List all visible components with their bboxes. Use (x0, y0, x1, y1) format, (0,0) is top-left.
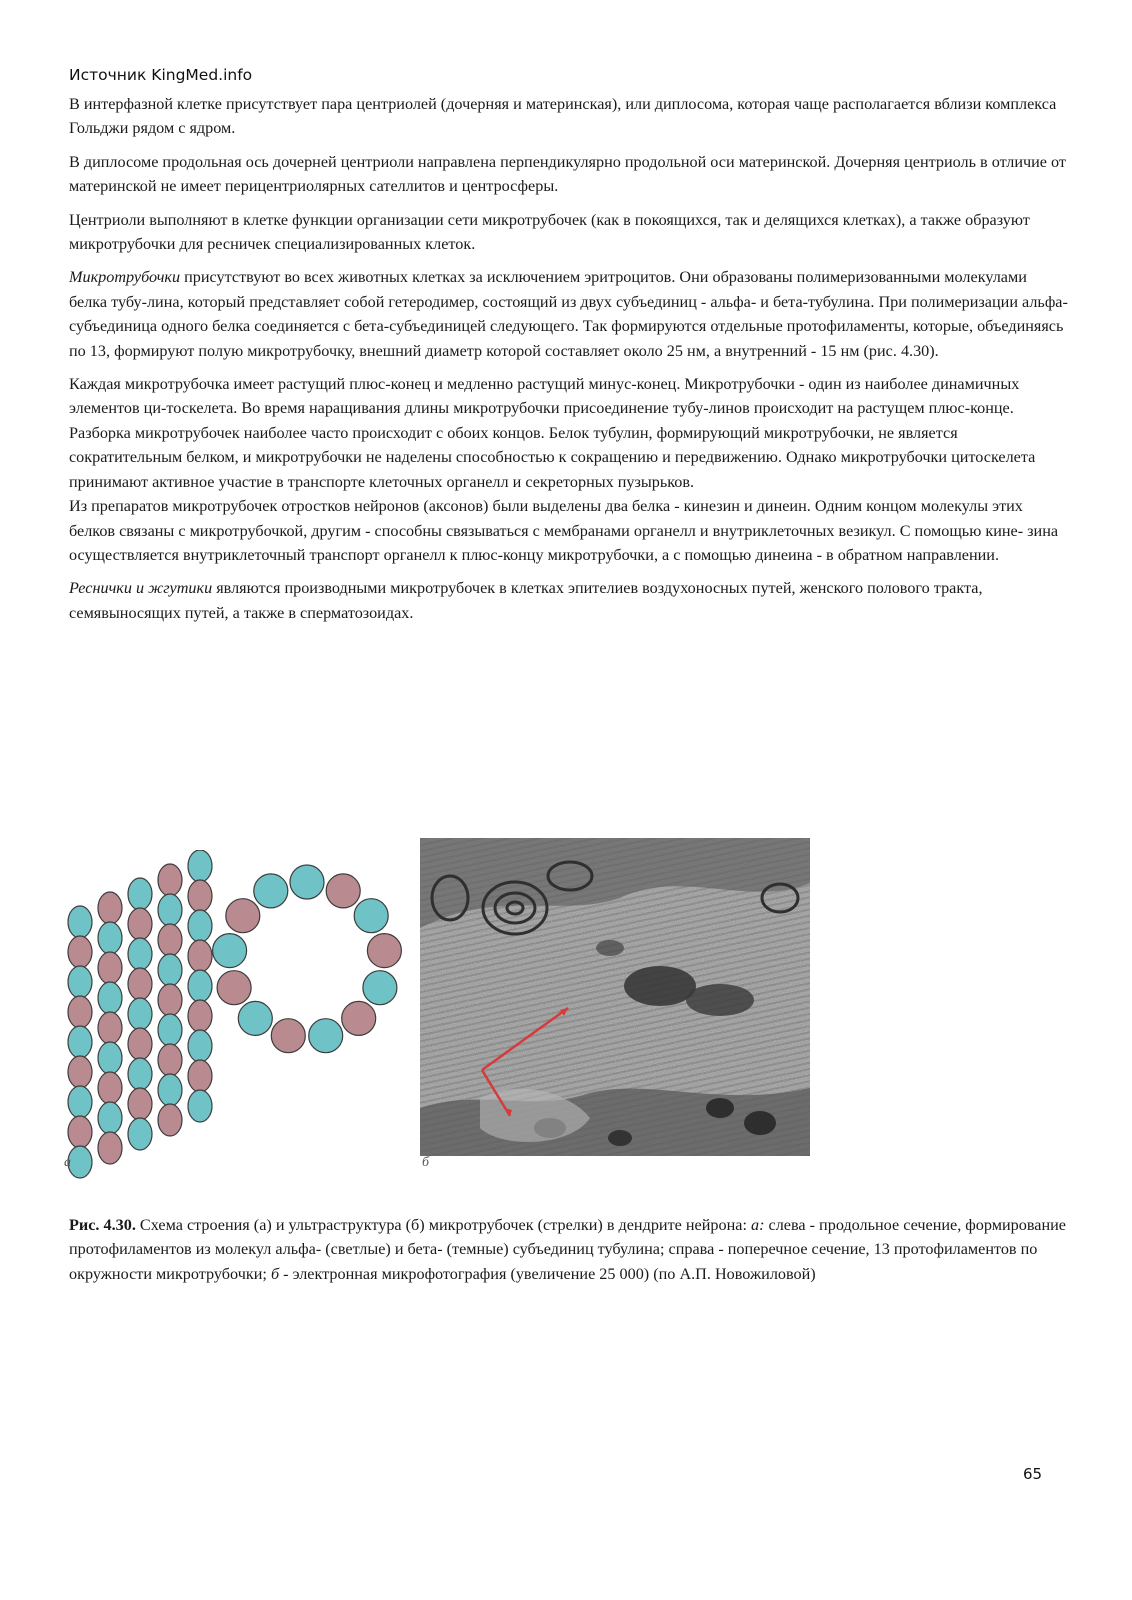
protofilament-subunit (217, 971, 251, 1005)
alpha-tubulin-subunit (98, 1102, 122, 1134)
longitudinal-section (68, 850, 212, 1178)
alpha-tubulin-subunit (188, 910, 212, 942)
alpha-tubulin-subunit (188, 850, 212, 882)
alpha-tubulin-subunit (188, 970, 212, 1002)
beta-tubulin-subunit (188, 1060, 212, 1092)
term-microtubules: Микротрубочки (69, 268, 181, 287)
caption-label: Рис. 4.30. (69, 1216, 136, 1234)
protofilament-subunit (367, 934, 401, 968)
paragraph-5: Каждая микротрубочка имеет растущий плюс-конец и медленно растущий минус-конец. Микротрубочки - один из наиболее динамичных элементов ци-тоскелета. Во время наращивания длины микротрубочки присоединение тубу-линов происходит на растущем плюс-конце. Разборка микротрубочек наиболее часто происходит с обоих концов. Белок тубулин, формирующий микротрубочки, не является сократительным белком, и микротрубочки не наделены способностью к сокращению и передвижению. Однако микротрубочки цитоскелета принимают активное участие в транспорте клеточных органелл и секреторных пузырьков. (69, 375, 1036, 491)
beta-tubulin-subunit (128, 968, 152, 1000)
beta-tubulin-subunit (68, 1116, 92, 1148)
beta-tubulin-subunit (158, 984, 182, 1016)
protofilament-subunit (271, 1019, 305, 1053)
protofilament-subunit (238, 1001, 272, 1035)
protofilament-subunit (326, 874, 360, 908)
protofilament-subunit (213, 934, 247, 968)
page-number: 65 (1023, 1465, 1043, 1483)
figure-4-30 (62, 850, 822, 1190)
paragraph-6: Из препаратов микротрубочек отростков нейронов (аксонов) были выделены два белка - кинезин и динеин. Одним концом молекулы этих белков связаны с микротрубочкой, другим - способны связываться с мембранами органелл и внутриклеточных везикул. С помощью кине- зина осуществляется внутриклеточный транспорт органелл к плюс-концу микротрубочки, а с помощью динеина - в обратном направлении. (69, 497, 1059, 564)
electron-micrograph (420, 838, 810, 1156)
figure-caption (69, 1213, 1069, 1286)
beta-tubulin-subunit (158, 1104, 182, 1136)
beta-tubulin-subunit (188, 1000, 212, 1032)
cross-section-ring (213, 865, 402, 1053)
alpha-tubulin-subunit (98, 1042, 122, 1074)
beta-tubulin-subunit (98, 952, 122, 984)
caption-text-2: слева - продольное сечение, формирование протофиламентов из молекул альфа- (светлые) и бета- (темные) субъединиц тубулина; справа - поперечное сечение, 13 протофиламентов по окружности микротрубочки; (69, 1216, 1066, 1283)
paragraph-7 (69, 576, 1069, 625)
beta-tubulin-subunit (68, 996, 92, 1028)
protofilament-subunit (254, 874, 288, 908)
beta-tubulin-subunit (98, 1072, 122, 1104)
beta-tubulin-subunit (128, 1088, 152, 1120)
beta-tubulin-subunit (158, 1044, 182, 1076)
beta-tubulin-subunit (68, 936, 92, 968)
protofilament-subunit (354, 899, 388, 933)
alpha-tubulin-subunit (188, 1090, 212, 1122)
protofilament-subunit (342, 1001, 376, 1035)
beta-tubulin-subunit (98, 892, 122, 924)
alpha-tubulin-subunit (128, 938, 152, 970)
alpha-tubulin-subunit (158, 1014, 182, 1046)
alpha-tubulin-subunit (68, 1026, 92, 1058)
caption-mark-a: а: (750, 1216, 765, 1234)
paragraph-1: В интерфазной клетке присутствует пара центриолей (дочерняя и материнская), или диплосома, которая чаще располагается вблизи комплекса Гольджи рядом с ядром. (69, 95, 1057, 138)
beta-tubulin-subunit (188, 940, 212, 972)
alpha-tubulin-subunit (128, 998, 152, 1030)
protofilament-subunit (309, 1019, 343, 1053)
paragraph-4 (69, 265, 1069, 363)
alpha-tubulin-subunit (128, 1118, 152, 1150)
alpha-tubulin-subunit (68, 966, 92, 998)
beta-tubulin-subunit (188, 880, 212, 912)
alpha-tubulin-subunit (128, 1058, 152, 1090)
alpha-tubulin-subunit (158, 894, 182, 926)
body-text (69, 92, 1069, 634)
micrograph-image (420, 838, 810, 1156)
alpha-tubulin-subunit (188, 1030, 212, 1062)
protofilament-subunit (363, 971, 397, 1005)
protofilament-subunit (226, 899, 260, 933)
alpha-tubulin-subunit (98, 982, 122, 1014)
paragraph-2: В диплосоме продольная ось дочерней центриоли направлена перпендикулярно продольной оси материнской. Дочерняя центриоль в отличие от материнской не имеет перицентриолярных сателлитов и центросферы. (69, 152, 1066, 196)
alpha-tubulin-subunit (68, 1086, 92, 1118)
alpha-tubulin-subunit (98, 922, 122, 954)
beta-tubulin-subunit (128, 1028, 152, 1060)
protofilament-subunit (290, 865, 324, 899)
caption-text-1: Схема строения (а) и ультраструктура (б) микротрубочек (стрелки) в дендрите нейрона: (135, 1216, 751, 1234)
caption-mark-b: б (270, 1264, 280, 1283)
paragraph-3: Центриоли выполняют в клетке функции организации сети микротрубочек (как в покоящихся, так и делящихся клетках), а также образуют микротрубочки для ресничек специализированных клеток. (69, 210, 1030, 254)
beta-tubulin-subunit (128, 908, 152, 940)
caption-text-3: - электронная микрофотография (увеличение 25 000) (по А.П. Новожиловой) (279, 1264, 816, 1283)
term-cilia-flagella: Реснички и жгутики (69, 579, 213, 598)
alpha-tubulin-subunit (128, 878, 152, 910)
beta-tubulin-subunit (158, 864, 182, 896)
paragraph-7-text: являются производными микротрубочек в клетках эпителиев воздухоносных путей, женского полового тракта, семявыносящих путей, а также в сперматозоидах. (69, 579, 983, 622)
alpha-tubulin-subunit (158, 954, 182, 986)
beta-tubulin-subunit (158, 924, 182, 956)
figure-label-a: а (64, 1155, 71, 1170)
beta-tubulin-subunit (98, 1012, 122, 1044)
alpha-tubulin-subunit (158, 1074, 182, 1106)
beta-tubulin-subunit (98, 1132, 122, 1164)
paragraph-4-text: присутствуют во всех животных клетках за исключением эритроцитов. Они образованы полимеризованными молекулами белка тубу-лина, который представляет собой гетеродимер, состоящий из двух субъединиц - альфа- и бета-тубулина. При полимеризации альфа-субъединица одного белка соединяется с бета-субъединицей следующего. Так формируются отдельные протофиламенты, которые, объединяясь по 13, формируют полую микротрубочку, внешний диаметр которой составляет около 25 нм, а внутренний - 15 нм (рис. 4.30). (69, 268, 1068, 360)
microtubule-diagram (62, 850, 402, 1180)
figure-label-b: б (422, 1155, 430, 1170)
beta-tubulin-subunit (68, 1056, 92, 1088)
alpha-tubulin-subunit (68, 1146, 92, 1178)
alpha-tubulin-subunit (68, 906, 92, 938)
source-header: Источник KingMed.info (69, 66, 253, 84)
